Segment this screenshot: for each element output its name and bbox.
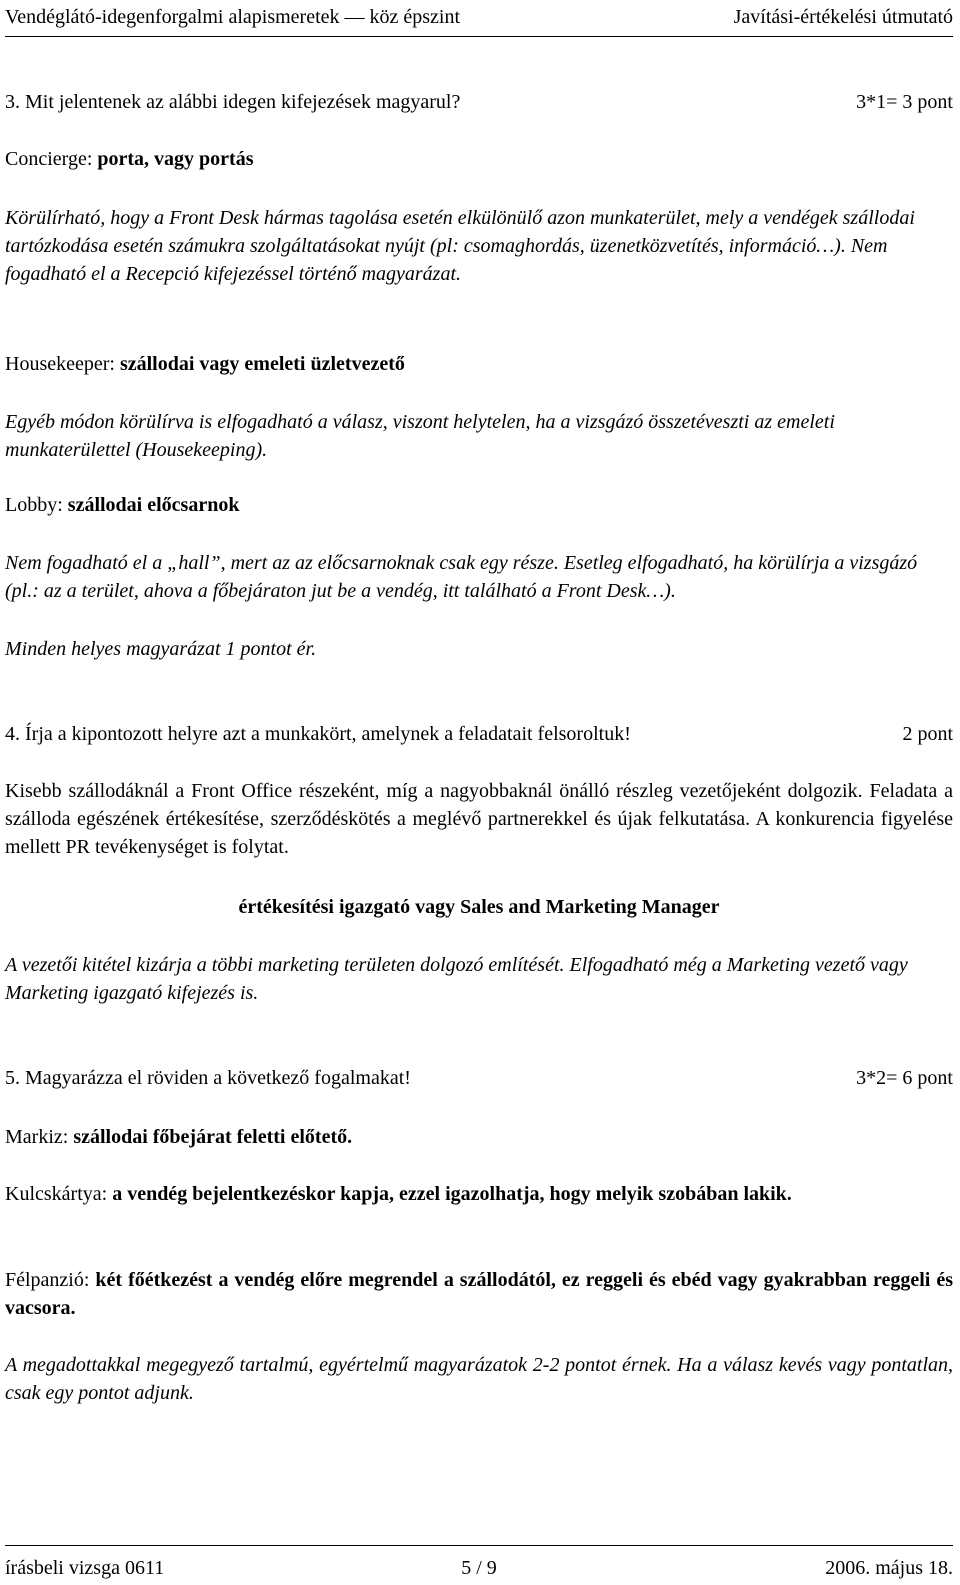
lobby-note: Nem fogadható el a „hall”, mert az az előcsarnoknak csak egy része. Esetleg elfogadható, ha körülírja a vizsgázó (pl.: az a terület, ahova a főbejáraton jut be a vendég, itt található a Front Desk…).: [5, 552, 918, 602]
markiz-label: Markiz:: [5, 1126, 74, 1148]
concierge-term: [5, 145, 953, 173]
markiz-answer: szállodai főbejárat feletti előtető.: [73, 1126, 353, 1148]
housekeeper-term: [5, 350, 953, 378]
header-title: Vendéglátó-idegenforgalmi alapismeretek — köz épszint: [5, 6, 461, 28]
page-footer: [5, 1545, 953, 1584]
housekeeper-label: Housekeeper:: [5, 353, 120, 375]
housekeeper-note: Egyéb módon körülírva is elfogadható a válasz, viszont helytelen, ha a vizsgázó összetéveszti az emeleti munkaterülettel (Housekeeping).: [5, 411, 835, 461]
q4-answer: értékesítési igazgató vagy Sales and Marketing Manager: [238, 896, 720, 918]
footer-date: 2006. május 18.: [825, 1557, 953, 1579]
concierge-answer: porta, vagy portás: [97, 148, 254, 170]
q3-heading: [5, 88, 953, 116]
q4-points: 2 pont: [902, 723, 953, 745]
q4-note: A vezetői kitétel kizárja a többi marketing területen dolgozó említését. Elfogadható még a Marketing vezető vagy Marketing igazgató kifejezés is.: [5, 954, 908, 1004]
q4-description: Kisebb szállodáknál a Front Office részeként, míg a nagyobbaknál önálló részleg vezetőjeként dolgozik. Feladata a szálloda egészének értékesítése, szerződéskötés a meglévő partnerekkel és újak felkutatása. A konkurencia figyelése mellett PR tevékenységet is folytat.: [5, 780, 953, 858]
q3-points: 3*1= 3 pont: [856, 91, 953, 113]
markiz-term: [5, 1123, 953, 1151]
footer-exam-code: írásbeli vizsga 0611: [5, 1557, 165, 1579]
q4-question: 4. Írja a kipontozott helyre azt a munkakört, amelynek a feladatait felsoroltuk!: [5, 723, 631, 745]
felpanzio-term: [5, 1266, 953, 1322]
kulcskartya-label: Kulcskártya:: [5, 1183, 113, 1205]
q5-heading: [5, 1064, 953, 1092]
header-subtitle: Javítási-értékelési útmutató: [733, 6, 953, 28]
kulcskartya-term: [5, 1180, 953, 1208]
concierge-label: Concierge:: [5, 148, 98, 170]
housekeeper-answer: szállodai vagy emeleti üzletvezető: [119, 353, 405, 375]
page-header: [5, 2, 953, 37]
q5-note: A megadottakkal megegyező tartalmú, egyértelmű magyarázatok 2-2 pontot érnek. Ha a válasz kevés vagy pontatlan, csak egy pontot adjunk.: [5, 1354, 953, 1404]
lobby-answer: szállodai előcsarnok: [67, 494, 240, 516]
q5-points: 3*2= 6 pont: [856, 1067, 953, 1089]
lobby-label: Lobby:: [5, 494, 68, 516]
q3-scoring-note: Minden helyes magyarázat 1 pontot ér.: [5, 638, 317, 660]
footer-page-number: 5 / 9: [461, 1557, 497, 1579]
q4-heading: [5, 720, 953, 748]
kulcskartya-answer: a vendég bejelentkezéskor kapja, ezzel igazolhatja, hogy melyik szobában lakik.: [112, 1183, 792, 1205]
concierge-note: Körülírható, hogy a Front Desk hármas tagolása esetén elkülönülő azon munkaterület, mely a vendégek szállodai tartózkodása esetén számukra szolgáltatásokat nyújt (pl: csomaghordás, üzenetközvetítés, információ…). Nem fogadható el a Recepció kifejezéssel történő magyarázat.: [5, 207, 915, 285]
q3-question: 3. Mit jelentenek az alábbi idegen kifejezések magyarul?: [5, 91, 461, 113]
felpanzio-answer: két főétkezést a vendég előre megrendel a szállodától, ez reggeli és ebéd vagy gyakrabban reggeli és vacsora.: [5, 1269, 953, 1319]
felpanzio-label: Félpanzió:: [5, 1269, 96, 1291]
q5-question: 5. Magyarázza el röviden a következő fogalmakat!: [5, 1067, 411, 1089]
lobby-term: [5, 491, 953, 519]
